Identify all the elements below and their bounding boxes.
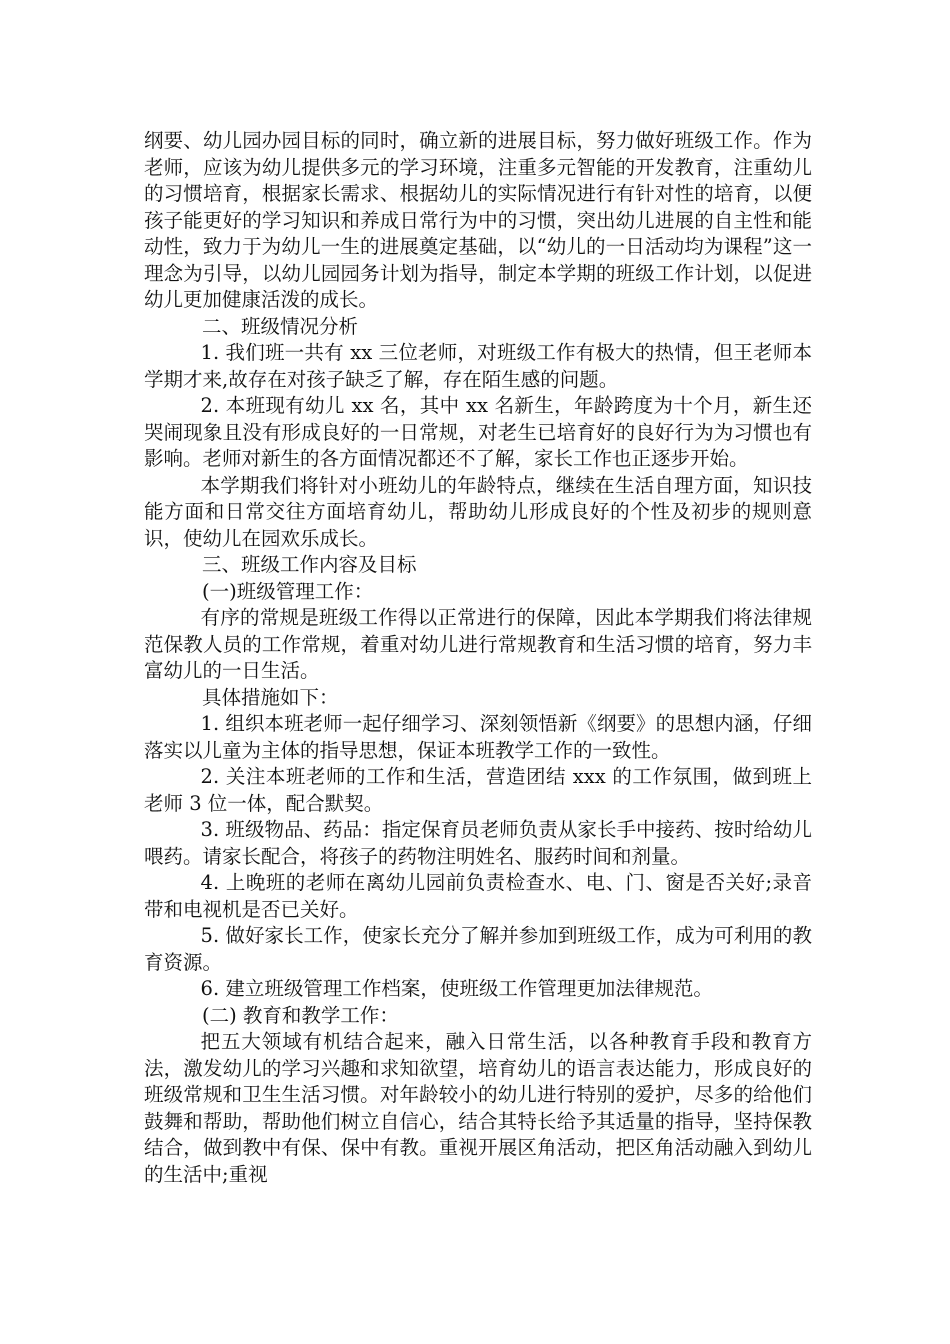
measure-item-3: 3. 班级物品、药品：指定保育员老师负责从家长手中接药、按时给幼儿喂药。请家长配合，将孩子的药物注明姓名、服药时间和剂量。 xyxy=(144,818,812,868)
section-heading-class-analysis: 二、班级情况分析 xyxy=(202,314,359,338)
measure-item-5: 5. 做好家长工作，使家长充分了解并参加到班级工作，成为可利用的教育资源。 xyxy=(144,924,812,974)
section-heading-work-content: 三、班级工作内容及目标 xyxy=(202,553,417,576)
measure-item-4: 4. 上晚班的老师在离幼儿园前负责检查水、电、门、窗是否关好;录音带和电视机是否已关好。 xyxy=(144,871,812,921)
education-paragraph: 把五大领域有机结合起来，融入日常生活，以各种教育手段和教育方法，激发幼儿的学习兴趣和求知欲望，培育幼儿的语言表达能力，形成良好的班级常规和卫生生活习惯。对年龄较小的幼儿进行特别的爱护，尽多的给他们鼓舞和帮助，帮助他们树立自信心，结合其特长给予其适量的指导，坚持保教结合，做到教中有保、保中有教。重视开展区角活动，把区角活动融入到幼儿的生活中;重视 xyxy=(144,1030,812,1186)
management-intro-paragraph: 有序的常规是班级工作得以正常进行的保障，因此本学期我们将法律规范保教人员的工作常规，着重对幼儿进行常规教育和生活习惯的培育，努力丰富幼儿的一日生活。 xyxy=(144,606,812,682)
document-page xyxy=(144,128,812,1188)
subsection-heading-class-management: (一)班级管理工作： xyxy=(202,579,374,603)
intro-paragraph: 纲要、幼儿园办园目标的同时，确立新的进展目标，努力做好班级工作。作为老师，应该为幼儿提供多元的学习环境，注重多元智能的开发教育，注重幼儿的习惯培育，根据家长需求、根据幼儿的实际情况进行有针对性的培育，以便孩子能更好的学习知识和养成日常行为中的习惯，突出幼儿进展的自主性和能动性，致力于为幼儿一生的进展奠定基础，以“幼儿的一日活动均为课程”这一理念为引导，以幼儿园园务计划为指导，制定本学期的班级工作计划，以促进幼儿更加健康活泼的成长。 xyxy=(144,129,812,311)
measure-item-1: 1. 组织本班老师一起仔细学习、深刻领悟新《纲要》的思想内涵，仔细落实以儿童为主体的指导思想，保证本班教学工作的一致性。 xyxy=(144,712,812,762)
subsection-heading-education-teaching: (二) 教育和教学工作： xyxy=(202,1003,399,1027)
analysis-item-1: 1. 我们班一共有 xx 三位老师，对班级工作有极大的热情，但王老师本学期才来,故存在对孩子缺乏了解，存在陌生感的问题。 xyxy=(144,341,812,391)
analysis-item-2: 2. 本班现有幼儿 xx 名，其中 xx 名新生，年龄跨度为十个月，新生还哭闹现象且没有形成良好的一日常规，对老生已培育好的良好行为为习惯也有影响。老师对新生的各方面情况都还不了解，家长工作也正逐步开始。 xyxy=(144,394,812,470)
analysis-summary-paragraph: 本学期我们将针对小班幼儿的年龄特点，继续在生活自理方面，知识技能方面和日常交往方面培育幼儿，帮助幼儿形成良好的个性及初步的规则意识，使幼儿在园欢乐成长。 xyxy=(144,473,812,550)
measures-label: 具体措施如下： xyxy=(202,685,339,709)
measure-item-2: 2. 关注本班老师的工作和生活，营造团结 xxx 的工作氛围，做到班上老师 3 位一体，配合默契。 xyxy=(144,765,812,815)
measure-item-6: 6. 建立班级管理工作档案，使班级工作管理更加法律规范。 xyxy=(200,977,713,1000)
